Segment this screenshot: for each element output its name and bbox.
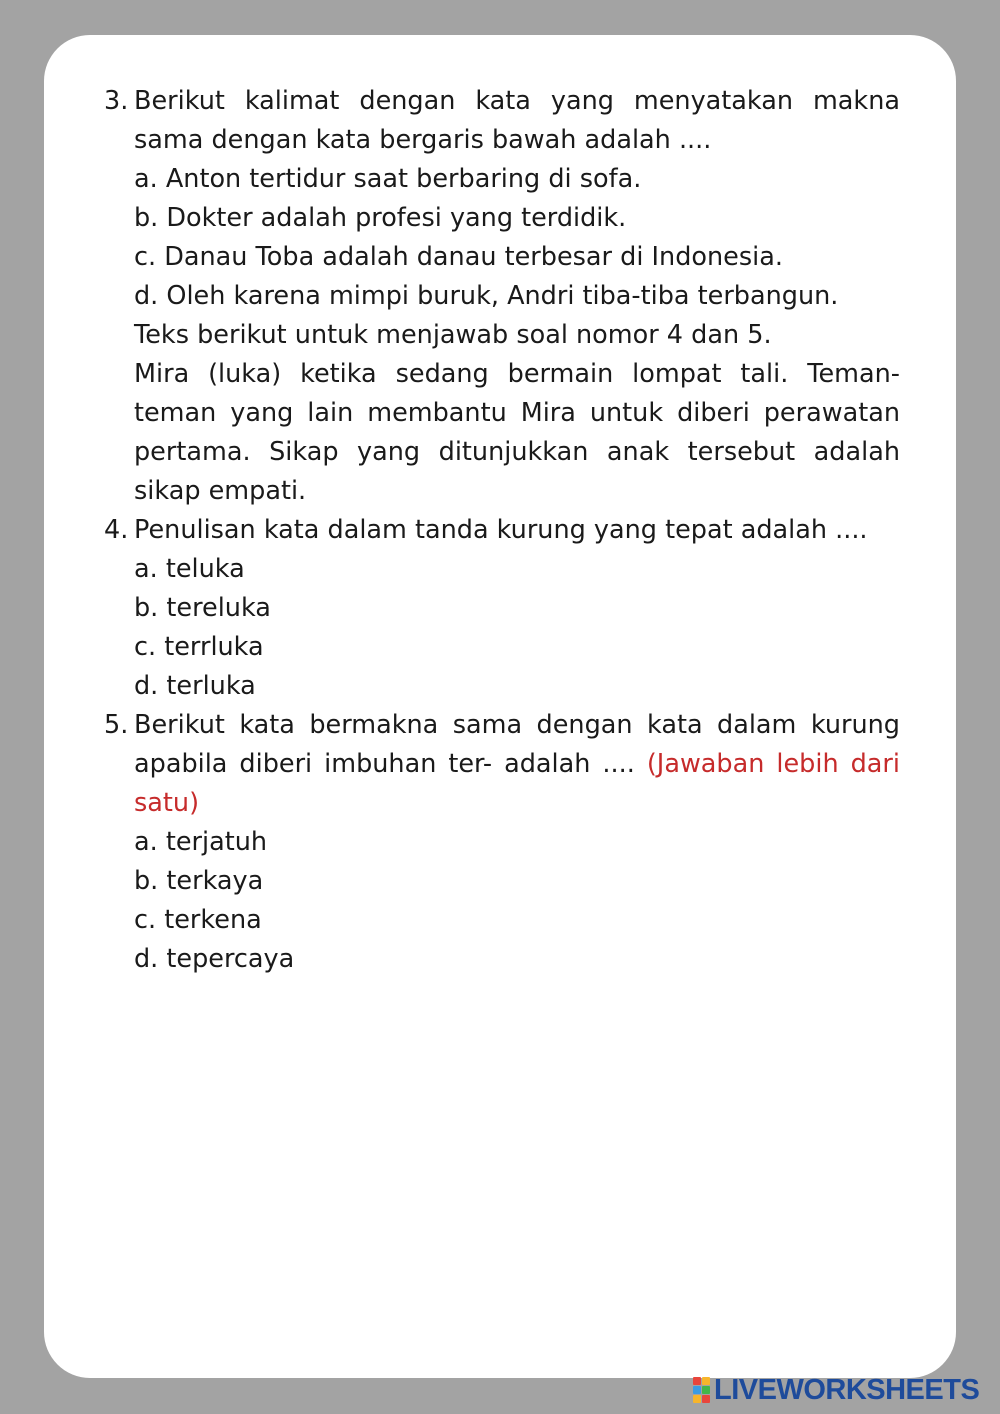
question-stem: Berikut kalimat dengan kata yang menyatakan makna sama dengan kata bergaris bawah adalah .... xyxy=(134,86,900,155)
option-item: c. terrluka xyxy=(134,632,264,662)
option-item: b. tereluka xyxy=(134,593,271,623)
question-4 xyxy=(104,511,900,550)
question-stem-wrapper xyxy=(134,706,900,823)
logo-mark-icon xyxy=(693,1377,710,1403)
option-item: d. terluka xyxy=(134,671,256,701)
option-item: a. terjatuh xyxy=(134,827,268,857)
question-stem: Berikut kata bermakna sama dengan kata dalam kurung apabila diberi imbuhan ter- adalah .... xyxy=(134,710,900,779)
question-stem: Penulisan kata dalam tanda kurung yang tepat adalah .... xyxy=(134,515,868,545)
option-item: b. terkaya xyxy=(134,866,264,896)
question-number: 4. xyxy=(104,515,129,545)
option-item: c. terkena xyxy=(134,905,262,935)
question-3 xyxy=(104,82,900,160)
question-5 xyxy=(104,706,900,823)
option-item: d. tepercaya xyxy=(134,944,295,974)
answer-note: (Jawaban lebih dari satu) xyxy=(134,749,901,818)
passage-intro: Teks berikut untuk menjawab soal nomor 4 dan 5. xyxy=(134,320,772,350)
worksheet-content xyxy=(104,82,900,979)
logo-text: LIVEWORKSHEETS xyxy=(714,1373,980,1406)
option-item: b. Dokter adalah profesi yang terdidik. xyxy=(134,203,627,233)
question-number: 3. xyxy=(104,86,129,116)
option-item: c. Danau Toba adalah danau terbesar di Indonesia. xyxy=(134,242,783,272)
option-item: a. Anton tertidur saat berbaring di sofa. xyxy=(134,164,642,194)
option-item: a. teluka xyxy=(134,554,245,584)
liveworksheets-logo[interactable] xyxy=(693,1374,979,1406)
passage-text: Mira (luka) ketika sedang bermain lompat tali. Teman-teman yang lain membantu Mira untuk diberi perawatan pertama. Sikap yang ditunjukkan anak tersebut adalah sikap empati. xyxy=(134,359,900,506)
question-number: 5. xyxy=(104,710,129,740)
option-item: d. Oleh karena mimpi buruk, Andri tiba-tiba terbangun. xyxy=(134,281,839,311)
